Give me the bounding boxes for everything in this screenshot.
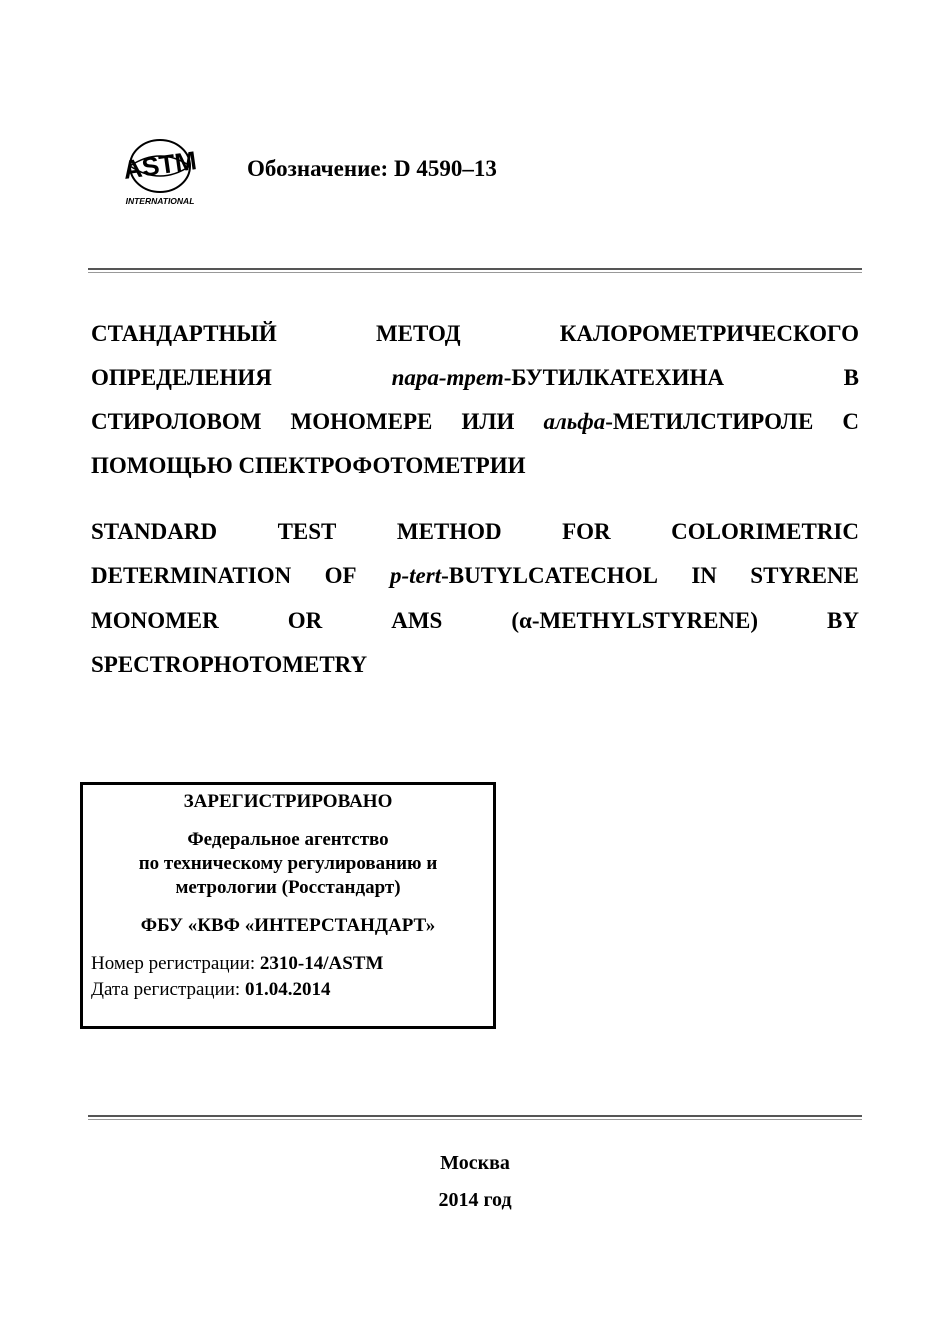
registration-stamp [80,782,496,1029]
title-ru-line-3: СТИРОЛОВОМ МОНОМЕРЕ ИЛИ альфа-МЕТИЛСТИРОЛЕ С [91,409,859,434]
top-divider [88,268,862,274]
title-ru-line-2: ОПРЕДЕЛЕНИЯ пара-трет-БУТИЛКАТЕХИНА В [91,365,859,390]
svg-text:ASTM: ASTM [121,145,199,185]
registration-details [91,951,493,1003]
title-en-line-4: SPECTROPHOTOMETRY [91,652,368,677]
title-en-line-2: DETERMINATION OF p-tert-BUTYLCATECHOL IN STYRENE [91,563,859,588]
registration-number: Номер регистрации: 2310-14/ASTM [91,953,384,974]
title-ru-line-4: ПОМОЩЬЮ СПЕКТРОФОТОМЕТРИИ [91,453,526,478]
registration-title: ЗАРЕГИСТРИРОВАНО [183,791,393,812]
title-en-line-1: STANDARD TEST METHOD FOR COLORIMETRIC [91,519,859,544]
bottom-divider [88,1115,862,1121]
registration-date: Дата регистрации: 01.04.2014 [91,979,331,1000]
astm-logo [118,136,202,208]
logo-wordmark: INTERNATIONAL [125,196,195,206]
publication-city: Москва [440,1152,510,1174]
document-designation: Обозначение: D 4590–13 [247,156,497,181]
title-ru-line-1: СТАНДАРТНЫЙ МЕТОД КАЛОРОМЕТРИЧЕСКОГО [91,321,859,346]
registration-organization: ФБУ «КВФ «ИНТЕРСТАНДАРТ» [140,915,436,936]
registration-agency: Федеральное агентство по техническому регулированию и метрологии (Росстандарт) [138,829,438,898]
publication-year: 2014 год [438,1189,512,1211]
title-en-line-3: MONOMER OR AMS (α-METHYLSTYRENE) BY [91,608,859,633]
